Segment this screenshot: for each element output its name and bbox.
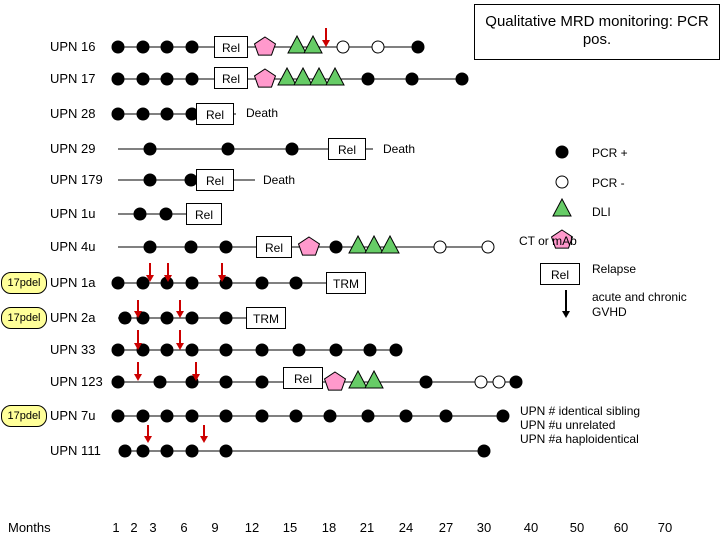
pcr-positive-dot: [324, 410, 336, 422]
pcr-positive-dot: [478, 445, 490, 457]
row-label: UPN 28: [50, 106, 96, 121]
dli-triangle: [553, 199, 571, 216]
pcr-positive-dot: [144, 241, 156, 253]
ct-mab-pentagon: [299, 237, 320, 255]
rel-annotation: Rel: [214, 36, 248, 58]
ct-mab-pentagon: [325, 372, 346, 390]
pcr-positive-dot: [412, 41, 424, 53]
row-label: UPN 179: [50, 172, 103, 187]
dli-triangle: [304, 36, 322, 53]
row-label: UPN 123: [50, 374, 103, 389]
pcr-positive-dot: [186, 73, 198, 85]
pcr-positive-dot: [420, 376, 432, 388]
rel-annotation: Rel: [196, 169, 234, 191]
pcr-positive-dot: [161, 312, 173, 324]
pcr-positive-dot: [290, 277, 302, 289]
pcr-positive-dot: [456, 73, 468, 85]
month-tick-label: 60: [613, 520, 629, 535]
month-tick-label: 40: [523, 520, 539, 535]
dli-triangle: [326, 68, 344, 85]
legend-gvhd-label: acute and chronic GVHD: [592, 290, 687, 319]
pcr-positive-dot: [161, 410, 173, 422]
trm-annotation: TRM: [246, 307, 286, 329]
pcr-positive-dot: [137, 41, 149, 53]
month-tick-label: 2: [130, 520, 138, 535]
pcr-positive-dot: [161, 344, 173, 356]
legend-rel-box: Rel: [540, 263, 580, 285]
month-tick-label: 18: [321, 520, 337, 535]
dli-triangle: [278, 68, 296, 85]
pcr-positive-dot: [186, 445, 198, 457]
pcr-positive-dot: [556, 146, 568, 158]
pcr-positive-dot: [112, 376, 124, 388]
pcr-positive-dot: [330, 241, 342, 253]
pcr-positive-dot: [400, 410, 412, 422]
row-label: UPN 1u: [50, 206, 96, 221]
pcr-positive-dot: [220, 376, 232, 388]
pcr-positive-dot: [161, 41, 173, 53]
donor-type-footnote: [520, 404, 640, 446]
dli-triangle: [310, 68, 328, 85]
pcr-positive-dot: [220, 312, 232, 324]
pcr-positive-dot: [364, 344, 376, 356]
death-annotation: Death: [246, 106, 279, 120]
death-annotation: Death: [383, 142, 416, 156]
pcr-positive-dot: [185, 241, 197, 253]
gvhd-arrowhead: [134, 374, 142, 381]
pcr-negative-dot: [475, 376, 487, 388]
pcr-positive-dot: [134, 208, 146, 220]
pcr-positive-dot: [406, 73, 418, 85]
dli-triangle: [349, 236, 367, 253]
dli-triangle: [349, 371, 367, 388]
pcr-positive-dot: [137, 73, 149, 85]
pcr-positive-dot: [256, 277, 268, 289]
pcr-positive-dot: [161, 108, 173, 120]
pcr-positive-dot: [390, 344, 402, 356]
pcr-positive-dot: [220, 241, 232, 253]
pcr-negative-dot: [372, 41, 384, 53]
pcr-positive-dot: [154, 376, 166, 388]
month-tick-label: 21: [359, 520, 375, 535]
pcr-positive-dot: [293, 344, 305, 356]
month-tick-label: 27: [438, 520, 454, 535]
dli-triangle: [365, 371, 383, 388]
pcr-positive-dot: [186, 312, 198, 324]
pcr-negative-dot: [434, 241, 446, 253]
dli-triangle: [365, 236, 383, 253]
pcr-positive-dot: [440, 410, 452, 422]
pcr-negative-dot: [337, 41, 349, 53]
row-label: UPN 33: [50, 342, 96, 357]
rel-annotation: Rel: [214, 67, 248, 89]
pcr-positive-dot: [112, 73, 124, 85]
month-tick-label: 50: [569, 520, 585, 535]
footnote-line: UPN # identical sibling: [520, 404, 641, 418]
footnote-line: UPN #a haploidentical: [520, 432, 639, 446]
pcr-positive-dot: [161, 73, 173, 85]
gvhd-arrowhead: [200, 436, 208, 443]
pcr-positive-dot: [510, 376, 522, 388]
pcr-positive-dot: [256, 344, 268, 356]
dli-triangle: [288, 36, 306, 53]
pcr-positive-dot: [160, 208, 172, 220]
dli-triangle: [294, 68, 312, 85]
pcr-positive-dot: [330, 344, 342, 356]
pcr-positive-dot: [119, 312, 131, 324]
month-tick-label: 30: [476, 520, 492, 535]
pcr-positive-dot: [186, 344, 198, 356]
legend-relapse-label: Relapse: [592, 262, 637, 276]
pcr-positive-dot: [220, 410, 232, 422]
pcr-positive-dot: [222, 143, 234, 155]
pcr-positive-dot: [112, 41, 124, 53]
month-tick-label: 1: [112, 520, 120, 535]
gvhd-arrowhead: [322, 40, 330, 47]
trm-annotation: TRM: [326, 272, 366, 294]
diagram-title: [474, 4, 720, 60]
pcr-positive-dot: [286, 143, 298, 155]
month-tick-label: 15: [282, 520, 298, 535]
rel-annotation: Rel: [283, 367, 323, 389]
pcr-positive-dot: [137, 445, 149, 457]
pcr-positive-dot: [256, 410, 268, 422]
pcr-negative-dot: [556, 176, 568, 188]
tag-17pdel: 17pdel: [1, 307, 47, 329]
pcr-positive-dot: [220, 445, 232, 457]
pcr-positive-dot: [137, 277, 149, 289]
pcr-positive-dot: [362, 410, 374, 422]
pcr-positive-dot: [161, 445, 173, 457]
month-tick-label: 6: [180, 520, 188, 535]
row-label: UPN 29: [50, 141, 96, 156]
legend-dli-label: DLI: [592, 205, 611, 219]
row-label: UPN 111: [50, 443, 101, 458]
month-tick-label: 9: [211, 520, 219, 535]
death-annotation: Death: [263, 173, 296, 187]
footnote-line: UPN #u unrelated: [520, 418, 616, 432]
gvhd-arrowhead: [176, 343, 184, 350]
pcr-positive-dot: [119, 445, 131, 457]
month-tick-label: 12: [244, 520, 260, 535]
row-label: UPN 16: [50, 39, 96, 54]
pcr-positive-dot: [112, 108, 124, 120]
ct-mab-pentagon: [255, 37, 276, 55]
legend-ct-mab-label: CT or mAb: [519, 234, 577, 248]
title-text: Qualitative MRD monitoring: PCR pos.: [485, 13, 709, 48]
dli-triangle: [381, 236, 399, 253]
gvhd-arrowhead: [144, 436, 152, 443]
rel-annotation: Rel: [186, 203, 222, 225]
pcr-positive-dot: [144, 143, 156, 155]
pcr-positive-dot: [256, 376, 268, 388]
pcr-positive-dot: [112, 277, 124, 289]
legend-pcr-neg-label: PCR -: [592, 176, 625, 190]
tag-17pdel: 17pdel: [1, 405, 47, 427]
ct-mab-pentagon: [255, 69, 276, 87]
pcr-positive-dot: [112, 344, 124, 356]
pcr-negative-dot: [493, 376, 505, 388]
gvhd-arrowhead: [562, 311, 570, 318]
pcr-positive-dot: [112, 410, 124, 422]
row-label: UPN 1a: [50, 275, 96, 290]
pcr-positive-dot: [220, 344, 232, 356]
legend-pcr-pos-label: PCR +: [592, 146, 628, 160]
month-tick-label: 3: [149, 520, 157, 535]
pcr-positive-dot: [497, 410, 509, 422]
pcr-positive-dot: [186, 410, 198, 422]
row-label: UPN 17: [50, 71, 96, 86]
tag-17pdel: 17pdel: [1, 272, 47, 294]
row-label: UPN 7u: [50, 408, 96, 423]
pcr-positive-dot: [362, 73, 374, 85]
pcr-positive-dot: [186, 41, 198, 53]
row-label: UPN 2a: [50, 310, 96, 325]
pcr-positive-dot: [137, 108, 149, 120]
rel-annotation: Rel: [256, 236, 292, 258]
rel-annotation: Rel: [196, 103, 234, 125]
pcr-positive-dot: [137, 410, 149, 422]
rel-annotation: Rel: [328, 138, 366, 160]
months-axis-label: Months: [8, 520, 51, 535]
row-label: UPN 4u: [50, 239, 96, 254]
pcr-negative-dot: [482, 241, 494, 253]
pcr-positive-dot: [290, 410, 302, 422]
month-tick-label: 24: [398, 520, 414, 535]
gvhd-arrowhead: [176, 311, 184, 318]
month-tick-label: 70: [657, 520, 673, 535]
pcr-positive-dot: [186, 277, 198, 289]
pcr-positive-dot: [144, 174, 156, 186]
